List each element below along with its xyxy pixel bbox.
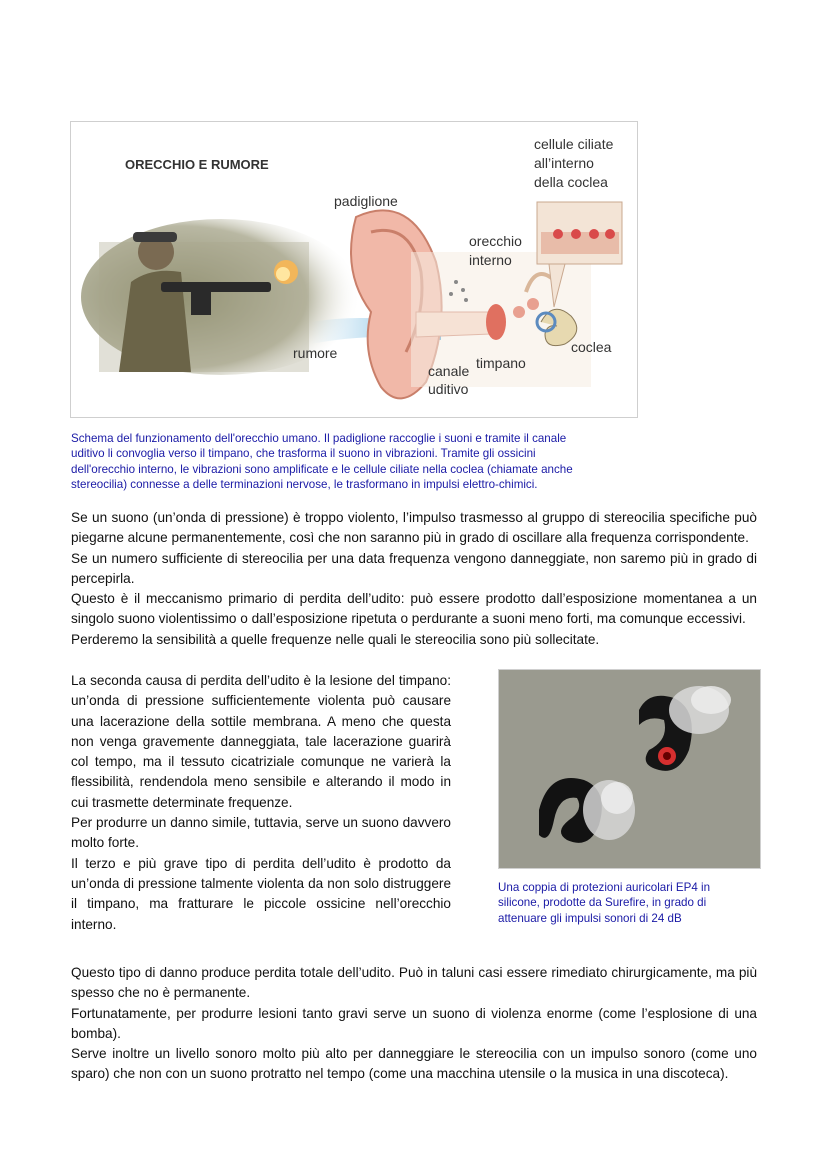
body-text-top xyxy=(71,508,757,650)
diagram-title: ORECCHIO E RUMORE xyxy=(125,157,269,172)
label-cellule-1: cellule ciliate xyxy=(534,136,614,152)
label-rumore: rumore xyxy=(293,345,338,361)
paragraph: Questo tipo di danno produce perdita totale dell’udito. Può in taluni casi essere rimediato chirurgicamente, ma più spesso che no è permanente. xyxy=(71,965,757,1001)
paragraph: Se un suono (un’onda di pressione) è troppo violento, l’impulso trasmesso al gruppo di stereocilia specifiche può piegarne alcune permanentemente, così che non saranno più in grado di oscillare alla frequenza corrispondente. xyxy=(71,510,757,546)
paragraph: Il terzo e più grave tipo di perdita dell’udito è prodotto da un’onda di pressione talmente violenta da non solo distruggere il timpano, ma fratturare le piccole ossicine nell’orecchio interno. xyxy=(71,855,451,932)
paragraph: Perderemo la sensibilità a quelle frequenze nelle quali le stereocilia sono più sollecitate. xyxy=(71,631,600,647)
label-cellule-3: della coclea xyxy=(534,174,608,190)
ear-noise-diagram xyxy=(70,121,638,418)
label-canale-2: uditivo xyxy=(428,381,469,397)
label-orecchio-interno-2: interno xyxy=(469,252,512,268)
body-text-bottom xyxy=(71,963,757,1085)
paragraph: Se un numero sufficiente di stereocilia per una data frequenza vengono danneggiate, non saremo più in grado di percepirla. xyxy=(71,550,757,586)
paragraph: Questo è il meccanismo primario di perdita dell’udito: può essere prodotto dall’esposizione momentanea a un singolo suono violentissimo o dall’esposizione ripetuta o perdurante a suoni meno forti, ma comunque eccessivi. xyxy=(71,591,757,627)
figure1-caption: Schema del funzionamento dell'orecchio umano. Il padiglione raccoglie i suoni e tramite il canale uditivo li convoglia verso il timpano, che trasforma il suono in vibrazioni. Tramite gli ossicini dell'orecchio interno, le vibrazioni sono amplificate e le cellule ciliate nella coclea (chiamate anche stereocilia) connesse a delle terminazioni nervose, le trasformano in impulsi elettro-chimici. xyxy=(71,432,573,491)
label-coclea: coclea xyxy=(571,339,612,355)
earplugs-caption: Una coppia di protezioni auricolari EP4 in silicone, prodotte da Surefire, in grado di attenuare gli impulsi sonori di 24 dB xyxy=(498,881,711,925)
paragraph: Serve inoltre un livello sonoro molto più alto per danneggiare le stereocilia con un impulso sonoro (come uno sparo) che non con un suono protratto nel tempo (come una macchina utensile o la musica in una discoteca). xyxy=(71,1046,757,1082)
paragraph: La seconda causa di perdita dell’udito è la lesione del timpano: un’onda di pressione sufficientemente violenta può causare una lacerazione della sottile membrana. A meno che questa non venga gravemente danneggiata, tale lacerazione guarirà col tempo, ma il tessuto cicatriziale comunque ne varierà la flessibilità, rendendola meno sensibile e alterando il modo in cui trasmette determinate frequenze. xyxy=(71,673,451,810)
label-canale-1: canale xyxy=(428,363,470,379)
body-text-middle xyxy=(71,671,451,935)
paragraph: Per produrre un danno simile, tuttavia, serve un suono davvero molto forte. xyxy=(71,815,451,851)
earplugs-photo xyxy=(498,669,761,869)
label-timpano: timpano xyxy=(476,355,526,371)
label-cellule-2: all’interno xyxy=(534,155,594,171)
label-padiglione: padiglione xyxy=(334,193,398,209)
paragraph: Fortunatamente, per produrre lesioni tanto gravi serve un suono di violenza enorme (come l’esplosione di una bomba). xyxy=(71,1005,757,1041)
label-orecchio-interno-1: orecchio xyxy=(469,233,522,249)
